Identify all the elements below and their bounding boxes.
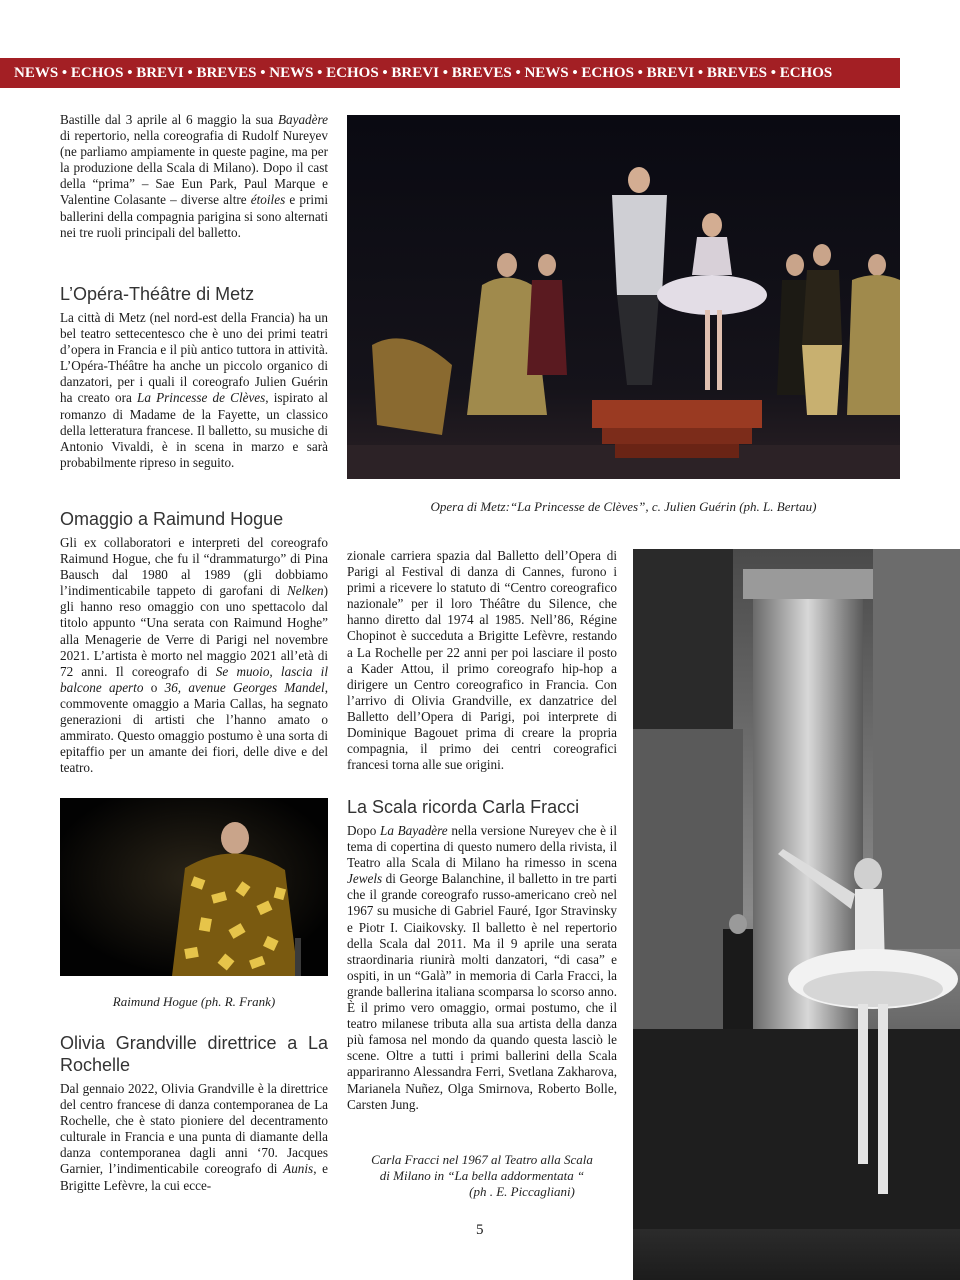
grandville-continued-paragraph: zionale carriera spazia dal Balletto dell’Opera di Parigi al Festival di danza di Cannes, furono i primi a ricevere lo statuto di “Centro coreografico nazionale” per il loro Théâtre du Silence, che hanno diretto dal 1974 al 1985. Nell’86, Régine Chopinot è succeduta a Brigitte Lefèvre, restando a La Rochelle per 22 anni per poi lasciare il posto a Kader Attou, il primo coreografo hip-hop a dirigere un Centro coreografico in Francia. Con l’arrivo di Olivia Grandville, ex danzatrice del Balletto dell’Opera di Parigi, poi interprete di Dominique Bagouet prima di creare la propria compagnia, il primo dei centri coreografici francesi torna alle sue origini. xyxy=(347,548,617,773)
metz-caption: Opera di Metz:“La Princesse de Clèves”, c. Julien Guérin (ph. L. Bertau) xyxy=(430,499,817,514)
grandville-paragraph: Dal gennaio 2022, Olivia Grandville è la direttrice del centro francese di danza contemporanea de La Rochelle, che è stato pioniere del decentramento culturale in Francia e una punta di diamante della danza contemporanea dagli anni ‘70. Jacques Garnier, l’indimenticabile coreografo di Aunis, e Brigitte Lefèvre, la cui ecce- xyxy=(60,1081,328,1193)
fracci-caption: Carla Fracci nel 1967 al Teatro alla Scala di Milano in “La bella addormentata “ (ph . E. Piccagliani) xyxy=(371,1152,593,1199)
scala-heading: La Scala ricorda Carla Fracci xyxy=(347,797,580,817)
hogue-heading: Omaggio a Raimund Hogue xyxy=(60,509,284,529)
metz-article xyxy=(60,283,328,471)
hogue-photo xyxy=(60,798,328,976)
hogue-caption: Raimund Hogue (ph. R. Frank) xyxy=(112,994,276,1009)
metz-paragraph: La città di Metz (nel nord-est della Francia) ha un bel teatro settecentesco che è uno dei primi teatri d’opera in Francia e il più antico tuttora in attività. L’Opéra-Théâtre ha anche un piccolo organico di danzatori, per i quali il coreografo Julien Guérin ha creato ora La Princesse de Clèves, ispirato al romanzo di Madame de la Fayette, un classico della letteratura francese. Il balletto, su musiche di Antonio Vivaldi, è in scena in marzo e sarà probabilmente ripreso in seguito. xyxy=(60,310,328,470)
news-banner: NEWS • ECHOS • BREVI • BREVES • NEWS • ECHOS • BREVI • BREVES • NEWS • ECHOS • BREVI • BREVES • ECHOS xyxy=(0,58,900,88)
intro-article xyxy=(60,112,328,241)
intro-paragraph: Bastille dal 3 aprile al 6 maggio la sua Bayadère di repertorio, nella coreografia di Rudolf Nureyev (ne parliamo ampiamente in queste pagine, ma per la produzione della Scala di Milano). Dopo il cast della “prima” – Sae Eun Park, Paul Marque e Valentine Colasante – diverse altre étoiles e primi ballerini della compagnia parigina si sono alternati nei tre ruoli principali del balletto. xyxy=(60,112,328,240)
scala-paragraph: Dopo La Bayadère nella versione Nureyev che è il tema di copertina di questo numero della rivista, il Teatro alla Scala di Milano ha rimesso in scena Jewels di George Balanchine, il balletto in tre parti che il grande coreografo russo-americano creò nel 1967 su musiche di Gabriel Fauré, Igor Stravinsky e Piotr I. Ciaikovsky. Il balletto è nel repertorio della Scala dal 2011. Ma il 9 aprile una serata straordinaria riunirà molti danzatori, “di casa” e ospiti, in un “Galà” in memoria di Carla Fracci, la grande ballerina italiana scomparsa lo scorso anno. È il primo vero omaggio, ormai postumo, che il teatro milanese tributa alla sua artista della danza più famosa nel mondo da quando questa lasciò le scene. Oltre a tutti i primi ballerini della Scala appariranno Alessandra Ferri, Svetlana Zakharova, Marianela Nuñez, Olga Smirnova, Roberto Bolle, Carsten Jung. xyxy=(347,823,618,1112)
fracci-photo xyxy=(633,549,960,1280)
hogue-article xyxy=(60,508,328,776)
grandville-heading: Olivia Grandville direttrice a La Rochelle xyxy=(60,1033,328,1075)
metz-heading: L’Opéra-Théâtre di Metz xyxy=(60,284,255,304)
grandville-article xyxy=(60,1032,328,1194)
page-number: 5 xyxy=(476,1222,484,1238)
grandville-continued xyxy=(347,548,617,773)
hogue-paragraph: Gli ex collaboratori e interpreti del coreografo Raimund Hogue, che fu il “drammaturgo” di Pina Bausch dal 1980 al 1989 (gli dobbiamo l’indimenticabile tappeto di garofani di Nelken) gli hanno reso omaggio con uno spettacolo dal titolo appunto “Una serata con Raimund Hoghe” alla Menagerie de Verre di Parigi nel novembre 2021. L’artista è morto nel maggio 2021 all’età di 72 anni. Il coreografo di Se muoio, lascia il balcone aperto o 36, avenue Georges Mandel, commovente omaggio a Maria Callas, ha segnato generazioni di artisti che l’hanno amato o ammirato. Questo omaggio postumo è una sorta di epitaffio per un amante dei fiori, delle dive e del teatro. xyxy=(60,535,328,776)
scala-article xyxy=(347,796,617,1113)
metz-photo xyxy=(347,115,900,479)
